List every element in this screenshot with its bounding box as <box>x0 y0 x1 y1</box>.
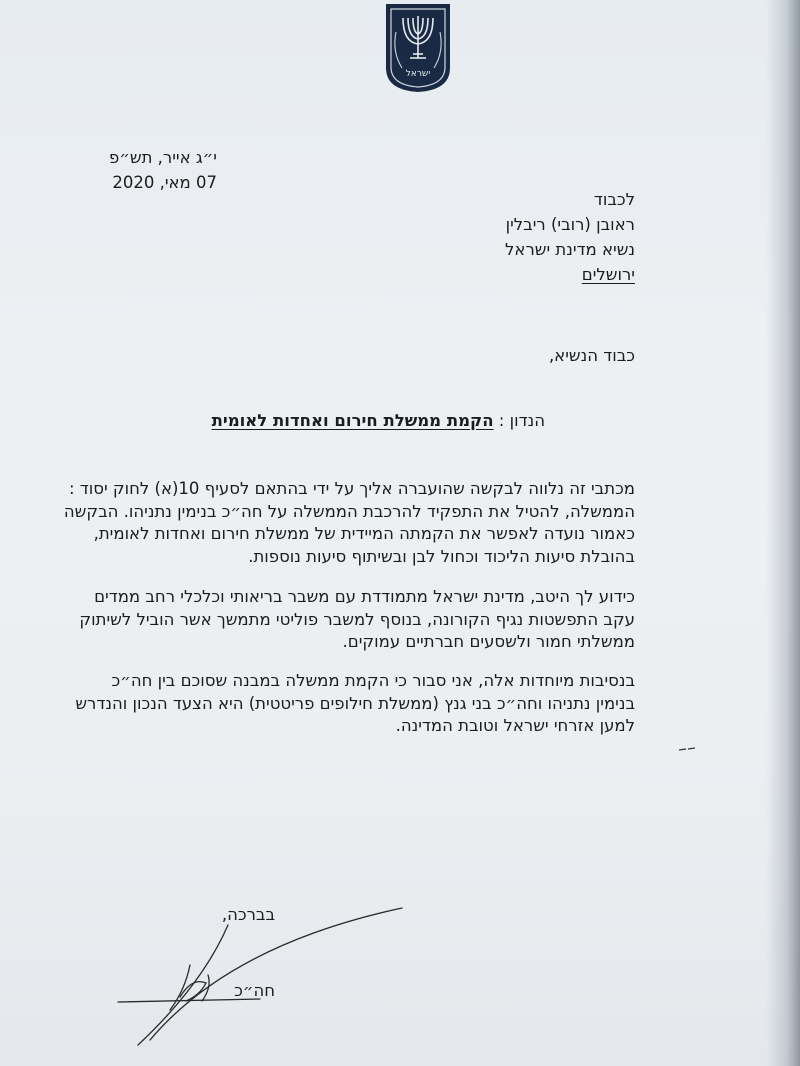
paragraph-line: כידוע לך היטב, מדינת ישראל מתמודדת עם משבר בריאותי וכלכלי רחב ממדים <box>94 587 635 606</box>
paragraph-line: בנסיבות מיוחדות אלה, אני סבור כי הקמת ממשלה במבנה שסוכם בין חה״כ <box>111 671 635 690</box>
closing: בברכה, <box>221 905 275 924</box>
hebrew-date: י״ג אייר, תש״פ <box>108 148 217 167</box>
paragraph-line: למען אזרחי ישראל וטובת המדינה. <box>395 716 635 735</box>
greeting: כבוד הנשיא, <box>548 346 635 365</box>
subject-title: הקמת ממשלת חירום ואחדות לאומית <box>211 411 494 430</box>
paragraph-line: עקב התפשטות נגיף הקורונה, בנוסף למשבר פוליטי מתמשך אשר הוביל לשיתוק <box>79 609 635 629</box>
paragraph-line: בנימין נתניהו וחה״כ בני גנץ (ממשלת חילופים פריטטית) היא הצעד הנכון והנדרש <box>75 693 635 713</box>
subject-line <box>212 410 545 432</box>
recipient-name: ראובן (רובי) ריבלין <box>505 215 635 234</box>
end-dash-mark <box>678 745 696 753</box>
recipient-salutation: לכבוד <box>593 190 635 209</box>
paragraph-line: הממשלה, להטיל את התפקיד להרכבת הממשלה על חה״כ בנימין נתניהו. הבקשה <box>63 501 635 521</box>
paragraph-line: מכתבי זה נלווה לבקשה שהועברה אליך על ידי בהתאם לסעיף 10(א) לחוק יסוד : <box>68 479 635 498</box>
recipient-city: ירושלים <box>581 265 635 284</box>
paragraph-2 <box>79 586 635 654</box>
recipient-title: נשיא מדינת ישראל <box>505 240 635 259</box>
paper-edge-shadow <box>766 0 800 1066</box>
paragraph-line: בהובלת סיעות הליכוד וכחול לבן ובשיתוף סיעות נוספות. <box>248 546 635 566</box>
date-block <box>109 145 217 195</box>
gregorian-date: 07 מאי, 2020 <box>112 173 217 192</box>
paragraph-line: ממשלתי חמור ולשסעים חברתיים עמוקים. <box>342 632 635 651</box>
paragraph-3 <box>75 670 635 738</box>
paragraph-1 <box>64 478 635 568</box>
emblem-text: ישראל <box>405 69 431 79</box>
recipient-block <box>505 187 635 287</box>
paragraph-line: כאמור נועדה לאפשר את הקמתה המיידית של ממשלת חירום ואחדות לאומית, <box>93 524 635 543</box>
menorah-emblem-icon <box>384 2 452 94</box>
subject-label: הנדון : <box>498 411 545 430</box>
signer-title: חה״כ <box>234 981 275 1000</box>
